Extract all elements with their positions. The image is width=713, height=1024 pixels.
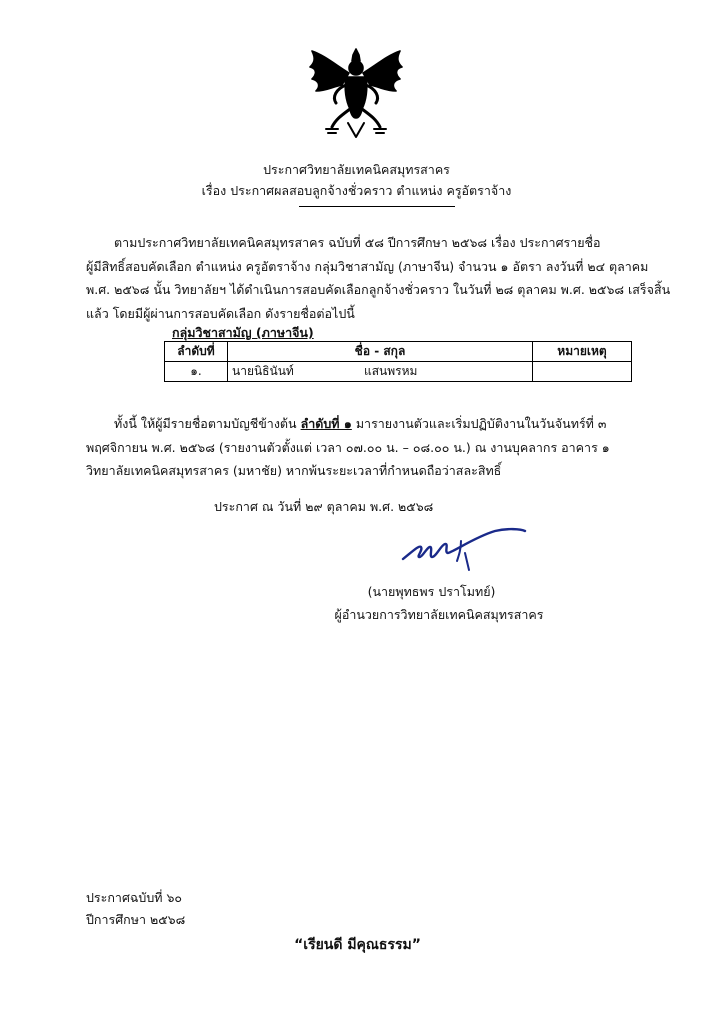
announcement-number: ประกาศฉบับที่ ๖๐: [86, 890, 183, 905]
column-header-order: ลำดับที่: [165, 342, 228, 362]
signer-name: (นายพุทธพร ปราโมทย์): [367, 584, 496, 599]
intro-line: ตามประกาศวิทยาลัยเทคนิคสมุทรสาคร ฉบับที่ ๕๘ ปีการศึกษา ๒๕๖๘ เรื่อง ประกาศรายชื่อ: [114, 235, 601, 250]
table-row: [165, 362, 632, 382]
instruction-line: วิทยาลัยเทคนิคสมุทรสาคร (มหาชัย) หากพ้นระยะเวลาที่กำหนดถือว่าสละสิทธิ์: [86, 463, 502, 478]
cell-name: [228, 362, 533, 382]
subject-heading: เรื่อง ประกาศผลสอบลูกจ้างชั่วคราว ตำแหน่ง ครูอัตราจ้าง: [201, 183, 512, 198]
results-table: [164, 341, 632, 382]
cell-remark: [533, 362, 632, 382]
heading-divider: [299, 206, 455, 207]
signer-position: ผู้อำนวยการวิทยาลัยเทคนิคสมุทรสาคร: [334, 607, 544, 622]
rank-emphasis: ลำดับที่ ๑: [300, 416, 352, 431]
cell-order: ๑.: [165, 362, 228, 382]
column-header-remark: หมายเหตุ: [533, 342, 632, 362]
institution-heading: ประกาศวิทยาลัยเทคนิคสมุทรสาคร: [263, 162, 450, 177]
garuda-emblem-icon: [306, 45, 406, 140]
intro-line: พ.ศ. ๒๕๖๘ นั้น วิทยาลัยฯ ได้ดำเนินการสอบคัดเลือกลูกจ้างชั่วคราว ในวันที่ ๒๘ ตุลาคม พ.ศ. ๒๕๖๘ เสร็จสิ้น: [86, 282, 671, 297]
intro-line: ผู้มีสิทธิ์สอบคัดเลือก ตำแหน่ง ครูอัตราจ้าง กลุ่มวิชาสามัญ (ภาษาจีน) จำนวน ๑ อัตรา ลงวันที่ ๒๔ ตุลาคม: [86, 258, 649, 274]
academic-year: ปีการศึกษา ๒๕๖๘: [86, 912, 186, 927]
instruction-text: มารายงานตัวและเริ่มปฏิบัติงานในวันจันทร์ที่ ๓: [351, 416, 607, 431]
announcement-date: ประกาศ ณ วันที่ ๒๙ ตุลาคม พ.ศ. ๒๕๖๘: [214, 499, 434, 514]
column-header-name: ชื่อ - สกุล: [228, 342, 533, 362]
first-name: นายนิธินันท์: [232, 364, 294, 378]
instruction-paragraph: [86, 412, 632, 483]
instruction-line: พฤศจิกายน พ.ศ. ๒๕๖๘ (รายงานตัวตั้งแต่ เวลา ๐๗.๐๐ น. – ๐๘.๐๐ น.) ณ งานบุคลากร อาคาร ๑: [86, 439, 610, 455]
last-name: แสนพรหม: [364, 364, 418, 378]
college-motto: “เรียนดี มีคุณธรรม”: [294, 937, 421, 953]
table-header-row: [165, 342, 632, 362]
instruction-line: [86, 412, 632, 436]
intro-line: แล้ว โดยมีผู้ผ่านการสอบคัดเลือก ดังรายชื่อต่อไปนี้: [86, 305, 355, 321]
signature-icon: [395, 523, 530, 578]
intro-paragraph: [86, 231, 671, 325]
instruction-text: ทั้งนี้ ให้ผู้มีรายชื่อตามบัญชีข้างต้น: [114, 416, 301, 431]
subject-group-heading: กลุ่มวิชาสามัญ (ภาษาจีน): [172, 325, 314, 340]
